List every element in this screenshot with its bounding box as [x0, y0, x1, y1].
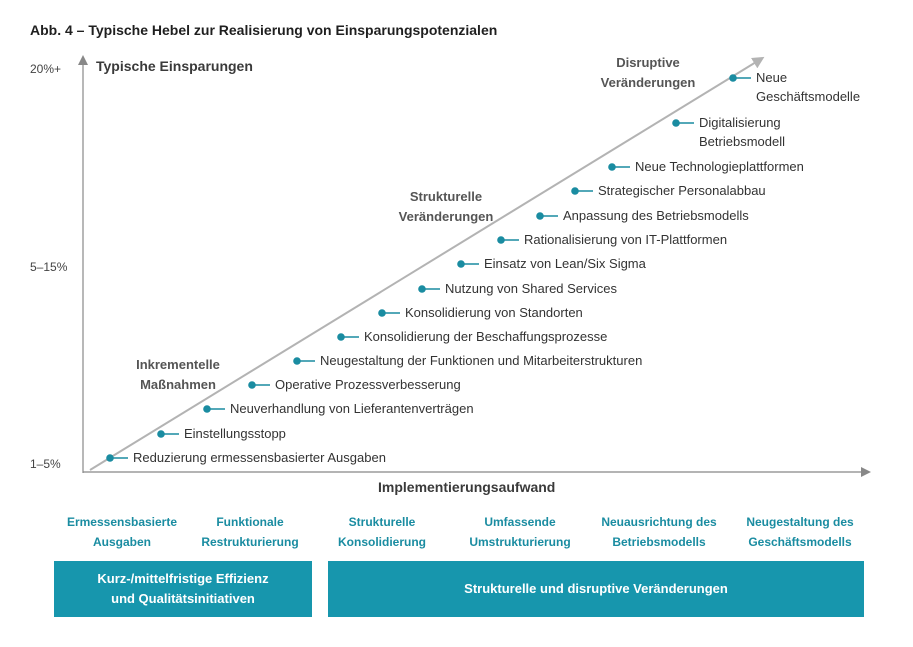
lever-label-line: Digitalisierung: [699, 115, 781, 130]
lever-label: [484, 254, 646, 273]
phase-label-disruptive: Disruptive Veränderungen: [600, 55, 696, 90]
lever-label: [184, 424, 286, 443]
lever-label-line: Reduzierung ermessensbasierter Ausgaben: [133, 450, 386, 465]
lever-label-line: Neue Technologieplattformen: [635, 159, 804, 174]
y-tick-top: 20%+: [30, 62, 62, 76]
lever-label-line: Konsolidierung der Beschaffungsprozesse: [364, 329, 608, 344]
lever-label: [524, 230, 727, 249]
x-axis-title: Implementierungsaufwand: [378, 479, 556, 495]
lever-label: [320, 351, 642, 370]
lever-label: [230, 399, 474, 418]
lever-label-line: Strategischer Personalabbau: [598, 183, 766, 198]
lever-label: [635, 157, 804, 176]
lever-label: [598, 181, 766, 200]
lever-dot: [248, 381, 256, 389]
lever-dot: [378, 309, 386, 317]
lever-label-line: Geschäftsmodelle: [756, 89, 861, 104]
lever-label: [405, 303, 583, 322]
lever-label-line: Einsatz von Lean/Six Sigma: [484, 256, 646, 271]
lever-label-line: Nutzung von Shared Services: [445, 281, 617, 296]
lever-label: [133, 448, 386, 467]
lever-label: [756, 68, 860, 106]
lever-label: [364, 327, 607, 346]
lever-dot: [203, 405, 211, 413]
lever-label-line: Neue: [756, 70, 788, 85]
category-functional-restructuring: Funktionale Restrukturierung: [201, 515, 299, 549]
lever-dot: [157, 430, 165, 438]
lever-dot: [536, 212, 544, 220]
category-business-model-redesign: Neugestaltung des Geschäftsmodells: [746, 515, 854, 549]
y-tick-bottom: 1–5%: [30, 457, 61, 471]
lever-label-line: Neugestaltung der Funktionen und Mitarbeiterstrukturen: [320, 353, 643, 368]
phase-label-incremental: Inkrementelle Maßnahmen: [136, 357, 220, 392]
lever-label-line: Betriebsmodell: [699, 134, 785, 149]
lever-label-line: Einstellungsstopp: [184, 426, 286, 441]
lever-label: [563, 206, 749, 225]
lever-dot: [337, 333, 345, 341]
lever-dot: [608, 163, 616, 171]
category-operating-model-realignment: Neuausrichtung des Betriebsmodells: [601, 515, 717, 549]
lever-label-line: Neuverhandlung von Lieferantenverträgen: [230, 401, 474, 416]
lever-dot: [571, 187, 579, 195]
lever-label-line: Rationalisierung von IT-Plattformen: [524, 232, 728, 247]
y-tick-middle: 5–15%: [30, 260, 68, 274]
lever-dot: [106, 454, 114, 462]
phase-label-structural: Strukturelle Veränderungen: [398, 189, 494, 224]
lever-label-line: Operative Prozessverbesserung: [275, 377, 461, 392]
category-comprehensive-restructuring: Umfassende Umstrukturierung: [469, 515, 571, 549]
band-efficiency-initiatives: Kurz-/mittelfristige Effizienz und Qualitätsinitiativen: [54, 561, 312, 617]
category-discretionary-spend: Ermessensbasierte Ausgaben: [66, 515, 178, 549]
band-structural-disruptive-change: Strukturelle und disruptive Veränderungen: [328, 561, 864, 617]
lever-label-line: Konsolidierung von Standorten: [405, 305, 583, 320]
lever-label: [275, 375, 461, 394]
lever-dot: [418, 285, 426, 293]
lever-dot: [729, 74, 737, 82]
lever-label: [699, 113, 785, 151]
y-axis-title: Typische Einsparungen: [96, 58, 253, 74]
lever-label-line: Anpassung des Betriebsmodells: [563, 208, 749, 223]
category-structural-consolidation: Strukturelle Konsolidierung: [338, 515, 426, 549]
lever-label: [445, 279, 617, 298]
lever-dot: [293, 357, 301, 365]
figure-title: Abb. 4 – Typische Hebel zur Realisierung von Einsparungspotenzialen: [30, 22, 498, 38]
lever-dot: [457, 260, 465, 268]
lever-dot: [672, 119, 680, 127]
lever-dot: [497, 236, 505, 244]
